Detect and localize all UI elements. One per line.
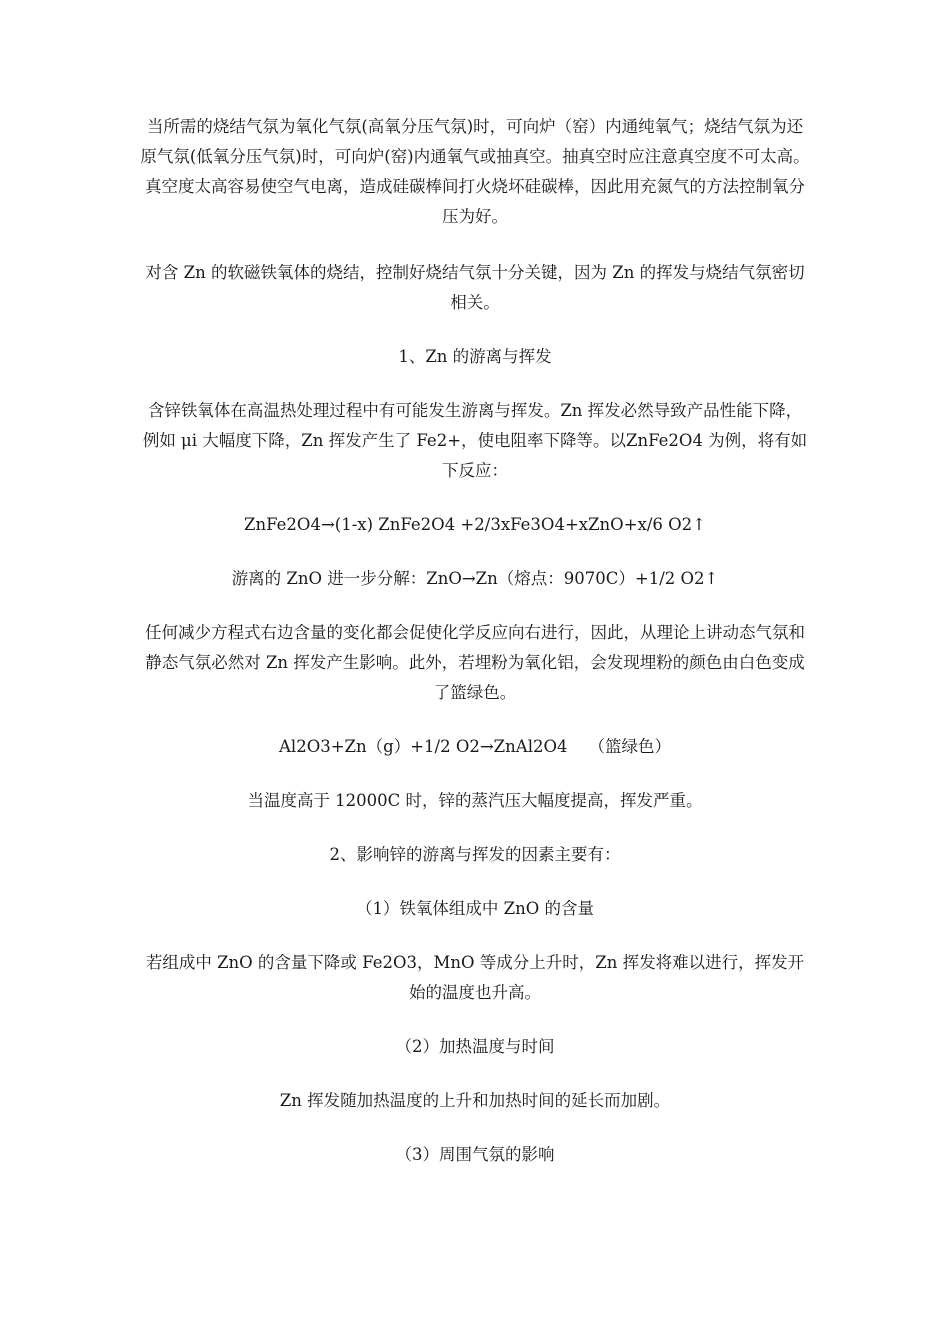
paragraph-zno-content: 若组成中 ZnO 的含量下降或 Fe2O3，MnO 等成分上升时，Zn 挥发将难以进行，挥发开始的温度也升高。 xyxy=(145,953,805,1002)
equation-zno-decomposition: 游离的 ZnO 进一步分解：ZnO→Zn（熔点：9070C）+1/2 O2↑ xyxy=(231,569,719,588)
equation-znfe2o4-decomposition: ZnFe2O4→(1-x) ZnFe2O4 +2/3xFe3O4+xZnO+x/6 O2↑ xyxy=(244,515,706,534)
section-heading-influencing-factors: 2、影响锌的游离与挥发的因素主要有： xyxy=(329,845,621,864)
equation-znal2o4-formation: Al2O3+Zn（g）+1/2 O2→ZnAl2O4 （篮绿色） xyxy=(279,737,671,756)
section-heading-zn-dissociation: 1、Zn 的游离与挥发 xyxy=(398,347,552,366)
subheading-zno-content: （1）铁氧体组成中 ZnO 的含量 xyxy=(355,899,595,918)
subheading-atmosphere-effect: （3）周围气氛的影响 xyxy=(395,1145,555,1164)
paragraph-vapor-pressure: 当温度高于 12000C 时，锌的蒸汽压大幅度提高，挥发严重。 xyxy=(247,791,703,810)
paragraph-temperature-time: Zn 挥发随加热温度的上升和加热时间的延长而加剧。 xyxy=(279,1091,671,1110)
subheading-temperature-time: （2）加热温度与时间 xyxy=(395,1037,555,1056)
paragraph-reaction-direction: 任何减少方程式右边含量的变化都会促使化学反应向右进行，因此，从理论上讲动态气氛和静态气氛必然对 Zn 挥发产生影响。此外，若埋粉为氧化铝，会发现埋粉的颜色由白色变成了篮绿色。 xyxy=(145,623,805,702)
paragraph-zn-ferrite-sintering: 对含 Zn 的软磁铁氧体的烧结，控制好烧结气氛十分关键，因为 Zn 的挥发与烧结气氛密切相关。 xyxy=(145,263,805,312)
paragraph-zn-volatilization: 含锌铁氧体在高温热处理过程中有可能发生游离与挥发。Zn 挥发必然导致产品性能下降，例如 μi 大幅度下降，Zn 挥发产生了 Fe2+，使电阻率下降等。以ZnFe2O4 为例，将有如下反应： xyxy=(142,401,808,480)
paragraph-sintering-atmosphere: 当所需的烧结气氛为氧化气氛(高氧分压气氛)时，可向炉（窑）内通纯氧气；烧结气氛为还原气氛(低氧分压气氛)时，可向炉(窑)内通氧气或抽真空。抽真空时应注意真空度不可太高。真空度太高容易使空气电离，造成硅碳棒间打火烧坏硅碳棒，因此用充氮气的方法控制氧分压为好。 xyxy=(140,117,810,226)
document-body xyxy=(140,112,810,1170)
